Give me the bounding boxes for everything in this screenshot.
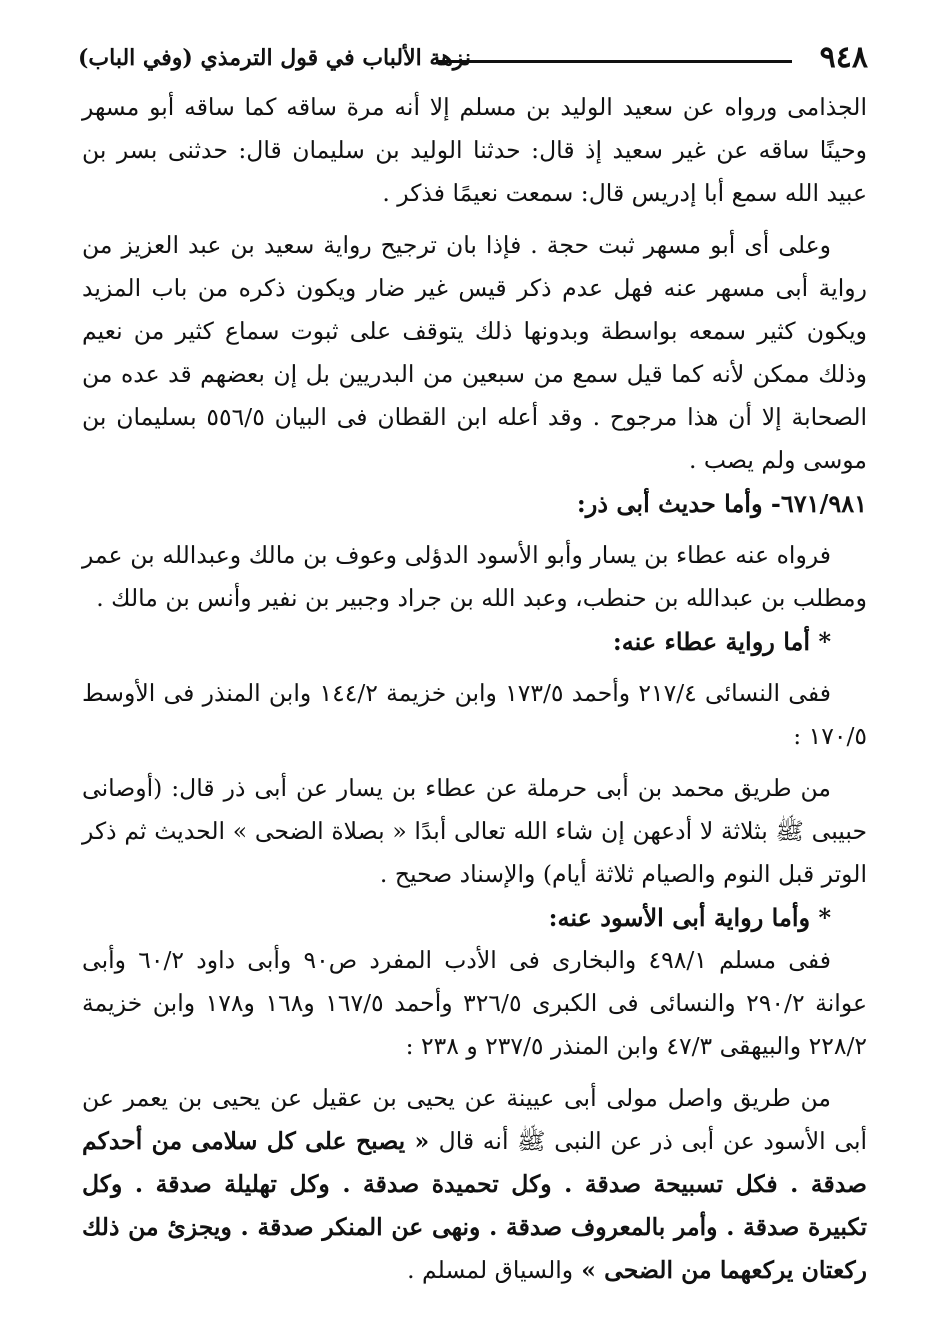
paragraph-text: من طريق واصل مولى أبى عيينة عن يحيى بن عقيل عن يحيى بن يعمر عن أبى الأسود عن أبى ذر عن النبى ﷺ أنه قال	[82, 1084, 868, 1155]
section-heading: * أما رواية عطاء عنه:	[612, 627, 831, 656]
paragraph: الجذامى ورواه عن سعيد الوليد بن مسلم إلا أنه مرة ساقه كما ساقه أبو مسهر وحينًا ساقه عن غير سعيد إذ قال: حدثنا الوليد بن سليمان قال: حدثنى بسر بن عبيد الله سمع أبا إدريس قال: سمعت نعيمًا فذكر .	[82, 93, 867, 207]
paragraph-text: والسياق لمسلم .	[407, 1256, 574, 1284]
running-title: نزهة الألباب في قول الترمذي (وفي الباب)	[78, 45, 472, 71]
paragraph: من طريق محمد بن أبى حرملة عن عطاء بن يسار عن أبى ذر قال: (أوصانى حبيبى ﷺ بثلاثة لا أدعهن إن شاء الله تعالى أبدًا « بصلاة الضحى » الحديث ثم ذكر الوتر قبل النوم والصيام ثلاثة أيام) والإسناد صحيح .	[82, 774, 867, 888]
page-header	[78, 38, 868, 78]
hadith-heading: ٦٧١/٩٨١- وأما حديث أبى ذر:	[576, 489, 867, 518]
hadith-text: « يصبح على كل سلامى من أحدكم صدقة . فكل تسبيحة صدقة . وكل تحميدة صدقة . وكل تهليلة صدقة . وكل تكبيرة صدقة . وأمر بالمعروف صدقة . ونهى عن المنكر صدقة . ويجزئ من ذلك ركعتان يركعهما من الضحى »	[82, 1127, 867, 1284]
page-number: ٩٤٨	[819, 40, 868, 75]
header-rule	[436, 60, 792, 63]
paragraph: ففى النسائى ٢١٧/٤ وأحمد ١٧٣/٥ وابن خزيمة ١٤٤/٢ وابن المنذر فى الأوسط ١٧٠/٥ :	[82, 679, 867, 750]
paragraph: فرواه عنه عطاء بن يسار وأبو الأسود الدؤلى وعوف بن مالك وعبدالله بن عمر ومطلب بن عبدالله بن حنطب، وعبد الله بن جراد وجبير بن نفير وأنس بن مالك .	[82, 541, 867, 612]
paragraph: وعلى أى أبو مسهر ثبت حجة . فإذا بان ترجيح رواية سعيد بن عبد العزيز من رواية أبى مسهر عنه فهل عدم ذكر قيس غير ضار ويكون ذكره من باب المزيد ويكون كثير سمعه بواسطة وبدونها ذلك يتوقف على ثبوت سماع كثير من نعيم وذلك ممكن لأنه كما قيل سمع من سبعين من البدريين بل إن بعضهم قد عده من الصحابة إلا أن هذا مرجوح . وقد أعله ابن القطان فى البيان ٥٥٦/٥ بسليمان بن موسى ولم يصب .	[82, 231, 868, 474]
paragraph	[82, 1077, 867, 1292]
paragraph: ففى مسلم ٤٩٨/١ والبخارى فى الأدب المفرد ص٩٠ وأبى داود ٦٠/٢ وأبى عوانة ٢٩٠/٢ والنسائى فى الكبرى ٣٢٦/٥ وأحمد ١٦٧/٥ و١٦٨ و١٧٨ وابن خزيمة ٢٢٨/٢ والبيهقى ٤٧/٣ وابن المنذر ٢٣٧/٥ و ٢٣٨ :	[82, 946, 867, 1060]
section-heading: * وأما رواية أبى الأسود عنه:	[548, 903, 831, 932]
page-body	[82, 86, 867, 1292]
